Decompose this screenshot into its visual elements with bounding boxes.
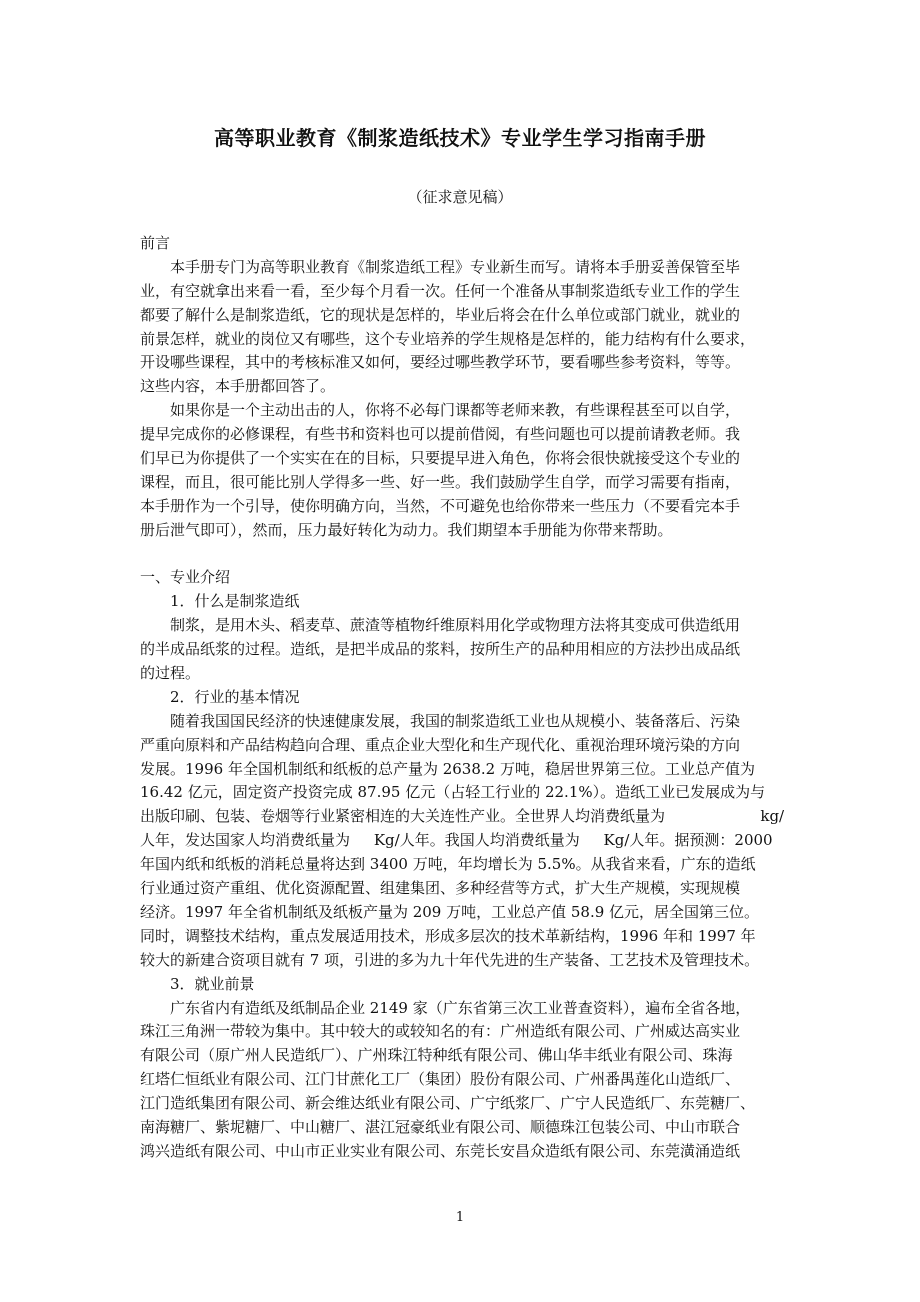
text-line: 本手册作为一个引导，使你明确方向，当然，不可避免也给你带来一些压力（不要看完本手 [140,496,741,515]
text-line: 珠江三角洲一带较为集中。其中较大的或较知名的有：广州造纸有限公司、广州威达高实业 [140,1022,741,1041]
document-title: 高等职业教育《制浆造纸技术》专业学生学习指南手册 [214,126,706,150]
text-line: 出版印刷、包装、卷烟等行业紧密相连的大关连性产业。全世界人均消费纸量为 kg/ [140,807,785,826]
text-line: 随着我国国民经济的快速健康发展，我国的制浆造纸工业也从规模小、装备落后、污染 [170,711,741,730]
text-line: 册后泄气即可），然而，压力最好转化为动力。我们期望本手册能为你带来帮助。 [140,520,673,539]
text-line: 2．行业的基本情况 [170,687,300,706]
text-line: 3．就业前景 [170,974,255,993]
text-line: 有限公司（原广州人民造纸厂）、广州珠江特种纸有限公司、佛山华丰纸业有限公司、珠海 [140,1046,733,1065]
text-line: 提早完成你的必修课程，有些书和资料也可以提前借阅，有些问题也可以提前请教老师。我 [140,425,741,444]
page-number: 1 [455,1210,465,1225]
text-line: 如果你是一个主动出击的人，你将不必每门课都等老师来教，有些课程甚至可以自学， [170,401,741,420]
text-line: 同时，调整技术结构，重点发展适用技术，形成多层次的技术革新结构，1996 年和 1997 年 [140,926,756,945]
text-line: 的半成品纸浆的过程。造纸，是把半成品的浆料，按所生产的品种用相应的方法抄出成品纸 [140,640,741,659]
text-line: 南海糖厂、紫坭糖厂、中山糖厂、湛江冠豪纸业有限公司、顺德珠江包装公司、中山市联合 [140,1117,741,1136]
text-line: 一、专业介绍 [140,568,231,587]
text-line: 16.42 亿元，固定资产投资完成 87.95 亿元（占轻工行业的 22.1%）。造纸工业已发展成为与 [140,783,766,802]
text-line: 前景怎样，就业的岗位又有哪些，这个专业培养的学生规格是怎样的，能力结构有什么要求， [140,329,756,348]
text-line: 前言 [140,234,171,252]
text-line: 们早已为你提供了一个实实在在的目标，只要提早进入角色，你将会很快就接受这个专业的 [140,449,741,468]
text-line: 行业通过资产重组、优化资源配置、组建集团、多种经营等方式，扩大生产规模，实现规模 [140,879,741,898]
text-line: 鸿兴造纸有限公司、中山市正业实业有限公司、东莞长安昌众造纸有限公司、东莞潢涌造纸 [140,1141,741,1160]
text-line: 广东省内有造纸及纸制品企业 2149 家（广东省第三次工业普查资料），遍布全省各地， [170,998,751,1017]
text-line: 都要了解什么是制浆造纸，它的现状是怎样的，毕业后将会在什么单位或部门就业，就业的 [140,305,741,324]
text-line: 课程，而且，很可能比别人学得多一些、好一些。我们鼓励学生自学，而学习需要有指南， [140,472,741,491]
text-line: 的过程。 [140,664,201,683]
text-line: 这些内容，本手册都回答了。 [140,377,336,396]
text-line: 红塔仁恒纸业有限公司、江门甘蔗化工厂（集团）股份有限公司、广州番禺莲化山造纸厂、 [140,1070,741,1089]
text-line: 制浆，是用木头、稻麦草、蔗渣等植物纤维原料用化学或物理方法将其变成可供造纸用 [170,616,741,635]
text-line: 江门造纸集团有限公司、新会维达纸业有限公司、广宁纸浆厂、广宁人民造纸厂、东莞糖厂、 [140,1094,756,1113]
text-line: 严重向原料和产品结构趋向合理、重点企业大型化和生产现代化、重视治理环境污染的方向 [140,735,741,754]
text-line: 本手册专门为高等职业教育《制浆造纸工程》专业新生而写。请将本手册妥善保管至毕 [170,257,741,276]
text-line: 发展。1996 年全国机制纸和纸板的总产量为 2638.2 万吨，稳居世界第三位。工业总产值为 [140,759,755,778]
document-subtitle: （征求意见稿） [407,188,513,206]
text-line: 年国内纸和纸板的消耗总量将达到 3400 万吨，年均增长为 5.5%。从我省来看，广东的造纸 [140,855,756,874]
document-body [140,232,786,1164]
text-line: 1．什么是制浆造纸 [170,592,300,611]
text-line: 人年，发达国家人均消费纸量为 Kg/人年。我国人均消费纸量为 Kg/人年。据预测：2000 [140,831,773,850]
text-line: 开设哪些课程，其中的考核标准又如何，要经过哪些教学环节，要看哪些参考资料，等等。 [140,353,741,372]
text-line [140,543,786,567]
text-line: 业，有空就拿出来看一看，至少每个月看一次。任何一个准备从事制浆造纸专业工作的学生 [140,281,741,300]
text-line: 经济。1997 年全省机制纸及纸板产量为 209 万吨，工业总产值 58.9 亿元，居全国第三位。 [140,902,760,921]
text-line: 较大的新建合资项目就有 7 项，引进的多为九十年代先进的生产装备、工艺技术及管理技术。 [140,950,760,969]
